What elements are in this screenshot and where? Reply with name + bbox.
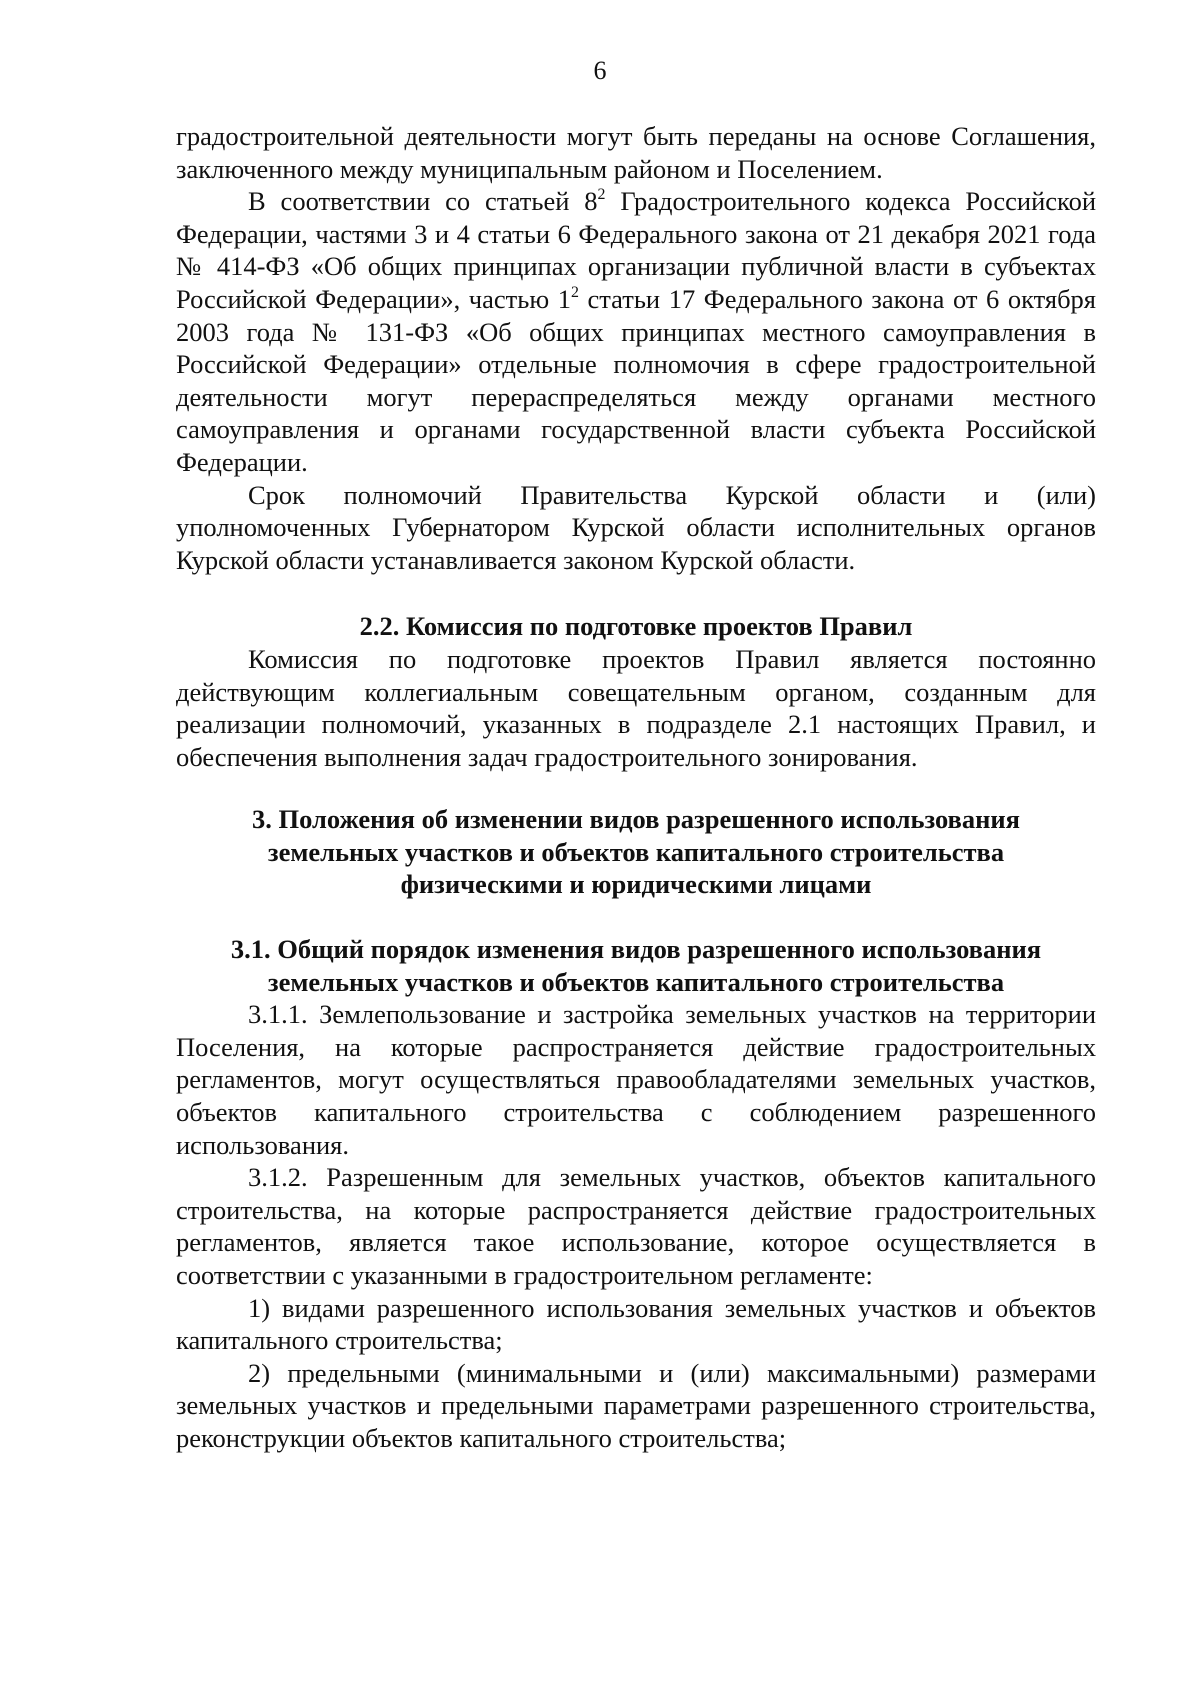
- paragraph-legal-basis: [176, 185, 1096, 478]
- heading-section-3-line-3: физическими и юридическими лицами: [400, 869, 872, 900]
- heading-section-2-2: 2.2. Комиссия по подготовке проектов Правил: [359, 611, 913, 642]
- paragraph-3-1-1: 3.1.1. Землепользование и застройка земельных участков на территории Поселения, на которые распространяется действие градостроительных регламентов, могут осуществляться правообладателями земельных участков, объектов капитального строительства с соблюдением разрешенного использования.: [176, 999, 1096, 1160]
- paragraph-term-of-powers: Срок полномочий Правительства Курской области и (или) уполномоченных Губернатором Курской области исполнительных органов Курской области устанавливается законом Курской области.: [176, 479, 1096, 575]
- heading-section-3-line-1: 3. Положения об изменении видов разрешенного использования: [252, 804, 1020, 835]
- paragraph-legal-basis-text-3: статьи 17 Федерального закона от 6 октября 2003 года № 131-ФЗ «Об общих принципах местного самоуправления в Российской Федерации» отдельные полномочия в сфере градостроительной деятельности могут перераспределяться между органами местного самоуправления и органами государственной власти субъекта Российской Федерации.: [176, 283, 1096, 477]
- paragraph-continuation: градостроительной деятельности могут быть переданы на основе Соглашения, заключенного между муниципальным районом и Поселением.: [176, 121, 1096, 184]
- paragraph-legal-basis-text-2: Градостроительного кодекса Российской Федерации, частями 3 и 4 статьи 6 Федерального закона от 21 декабря 2021 года № 414-ФЗ «Об общих принципах организации публичной власти в субъектах Российской Федерации», частью 1: [176, 186, 1096, 314]
- paragraph-legal-basis-text-1: В соответствии со статьей 8: [248, 186, 598, 217]
- superscript-part-1-2: 2: [570, 283, 579, 301]
- page-number: 6: [593, 56, 607, 85]
- heading-section-3-1: [176, 933, 1096, 998]
- paragraph-3-1-2: 3.1.2. Разрешенным для земельных участков, объектов капитального строительства, на которые распространяется действие градостроительных регламентов, является такое использование, которое осуществляется в соответствии с указанными в градостроительном регламенте:: [176, 1162, 1096, 1290]
- heading-section-3-1-line-2: земельных участков и объектов капитального строительства: [267, 966, 1005, 997]
- heading-section-3-line-2: земельных участков и объектов капитального строительства: [267, 836, 1005, 867]
- list-item-1: 1) видами разрешенного использования земельных участков и объектов капитального строительства;: [176, 1292, 1096, 1356]
- document-body: [176, 120, 1096, 1455]
- superscript-article-8-2: 2: [597, 185, 606, 203]
- heading-section-3-1-line-1: 3.1. Общий порядок изменения видов разрешенного использования: [230, 934, 1042, 965]
- heading-section-3: [176, 803, 1096, 901]
- list-item-2: 2) предельными (минимальными и (или) максимальными) размерами земельных участков и предельными параметрами разрешенного строительства, реконструкции объектов капитального строительства;: [176, 1357, 1096, 1453]
- paragraph-commission: Комиссия по подготовке проектов Правил является постоянно действующим коллегиальным совещательным органом, созданным для реализации полномочий, указанных в подразделе 2.1 настоящих Правил, и обеспечения выполнения задач градостроительного зонирования.: [176, 643, 1096, 772]
